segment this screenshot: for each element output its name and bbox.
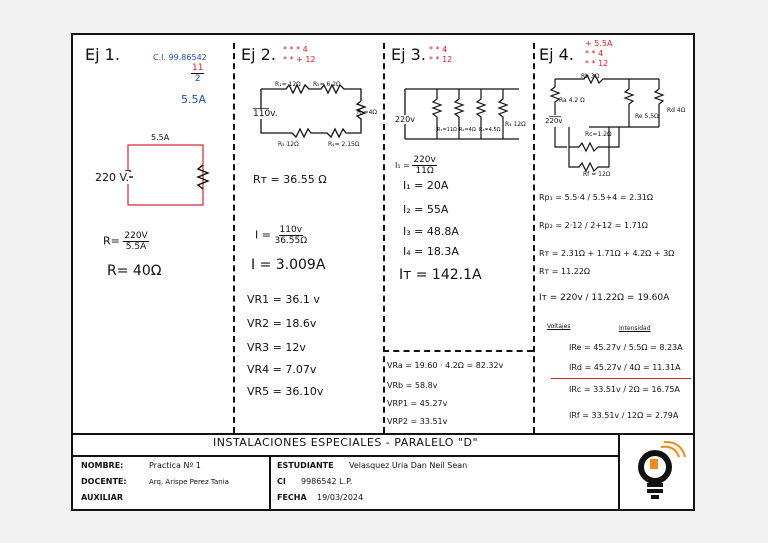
- ex4-rp1: Rp₁ = 5.5·4 / 5.5+4 = 2.31Ω: [539, 193, 653, 202]
- ex1-r-den: 5.5A: [125, 242, 147, 252]
- ex3-i1-label: I₁ =: [395, 161, 410, 170]
- ex4-note-a: + 5.5A: [585, 39, 613, 48]
- ex1-current-label: 5.5A: [151, 133, 170, 142]
- ex4-title: Ej 4.: [539, 45, 574, 64]
- footer-nombre-value: Practica Nº 1: [149, 461, 201, 470]
- divider-2: [383, 43, 385, 433]
- footer-ci-label: CI: [277, 477, 286, 486]
- ex3-r3: R₃=4.5Ω: [479, 127, 501, 133]
- ex3-r1: R₁=11Ω: [437, 127, 457, 133]
- ex4-it: Iᴛ = 220v / 11.22Ω = 19.60A: [539, 293, 670, 303]
- ex2-note-top: * * * 4: [283, 45, 308, 54]
- ex1-ci-frac-num: 11: [192, 63, 204, 73]
- ex3-i1-num: 220v: [413, 155, 436, 165]
- ex1-r-result: R= 40Ω: [107, 263, 162, 279]
- footer-top-rule: [73, 433, 693, 435]
- ex2-source: 110v.: [253, 109, 278, 119]
- ex2-r1: R₁= 12Ω: [275, 81, 301, 88]
- ex3-i1: I₁ = 20A: [403, 179, 449, 192]
- ex4-ire: IRe = 45.27v / 5.5Ω = 8.23A: [569, 343, 683, 352]
- ex4-rt-sum: Rᴛ = 2.31Ω + 1.71Ω + 4.2Ω + 3Ω: [539, 249, 675, 258]
- ex3-it: Iᴛ = 142.1A: [399, 267, 482, 283]
- footer-col-divider: [269, 455, 271, 511]
- ex3-r4: R₄ 12Ω: [505, 121, 526, 128]
- ex4-voltages-label: Voltajes: [547, 323, 571, 330]
- lightbulb-logo-icon: [631, 439, 685, 505]
- ex1-circuit: [118, 143, 218, 213]
- ex4-rc: Rc=1.2Ω: [585, 131, 612, 138]
- ex1-ci: C.I. 99.86542: [153, 53, 207, 62]
- ex3-i1-den: 11Ω: [415, 166, 434, 176]
- ex2-rt: Rᴛ = 36.55 Ω: [253, 173, 327, 186]
- ex4-note-c: * * 12: [585, 59, 609, 68]
- footer-fecha-value: 19/03/2024: [317, 493, 364, 502]
- ex3-vrb: VRb = 58.8v: [387, 381, 438, 390]
- divider-3: [533, 43, 535, 433]
- ex2-vr1: VR1 = 36.1 v: [247, 293, 320, 306]
- footer-docente-label: DOCENTE:: [81, 477, 127, 486]
- ex2-i-num: 110v: [279, 225, 303, 235]
- ex2-vr5: VR5 = 36.10v: [247, 385, 324, 398]
- worksheet: [71, 33, 695, 511]
- ex1-r-label: R=: [103, 234, 120, 248]
- ex4-rt: Rᴛ = 11.22Ω: [539, 267, 591, 276]
- footer-estudiante-label: ESTUDIANTE: [277, 461, 334, 470]
- ex3-i1-formula: [395, 155, 437, 176]
- ex2-i-label: I =: [255, 228, 271, 242]
- ex2-vr3: VR3 = 12v: [247, 341, 306, 354]
- ex4-rb: Rb 3Ω: [581, 73, 600, 80]
- ex2-vr2: VR2 = 18.6v: [247, 317, 317, 330]
- ex3-title: Ej 3.: [391, 45, 426, 64]
- ex4-rp2: Rp₂ = 2·12 / 2+12 = 1.71Ω: [539, 221, 648, 230]
- ex4-rd: Rd 4Ω: [667, 107, 686, 114]
- footer-docente-value: Arq. Arispe Perez Tania: [149, 478, 229, 486]
- divider-1: [233, 43, 235, 433]
- ex3-vrp1: VRP1 = 45.27v: [387, 399, 448, 408]
- ex4-ird: IRd = 45.27v / 4Ω = 11.31A: [569, 363, 681, 372]
- ex4-intensity-label: Intensidad: [619, 325, 651, 332]
- ex3-i3: I₃ = 48.8A: [403, 225, 459, 238]
- ex2-i-result: I = 3.009A: [251, 257, 326, 273]
- ex2-r5: R₅ 12Ω: [278, 141, 299, 148]
- ex4-red-rule: [551, 378, 691, 379]
- ex3-r2: R₂=4Ω: [459, 127, 476, 133]
- ex1-ci-result: 5.5A: [181, 93, 207, 106]
- ex4-ra: Ra 4.2 Ω: [559, 97, 585, 104]
- ex4-irf: IRf = 33.51v / 12Ω = 2.79A: [569, 411, 679, 420]
- footer-mid-rule: [73, 455, 618, 457]
- ex3-vrp2: VRP2 = 33.51v: [387, 417, 448, 426]
- ex3-note-top: * * 4: [429, 45, 448, 54]
- ex4-note-b: * * 4: [585, 49, 604, 58]
- ex3-i4: I₄ = 18.3A: [403, 245, 459, 258]
- ex4-re: Re 5.5Ω: [635, 113, 659, 120]
- ex4-source: 220v: [545, 117, 563, 125]
- ex3-note-bottom: * * 12: [429, 55, 453, 64]
- ex1-voltage: 220 V.: [95, 171, 130, 184]
- ex1-title: Ej 1.: [85, 45, 120, 64]
- footer-estudiante-value: Velasquez Uria Dan Neil Sean: [349, 461, 468, 470]
- ex4-circuit: [549, 77, 689, 177]
- ex4-irc: IRc = 33.51v / 2Ω = 16.75A: [569, 385, 680, 394]
- ex3-i2: I₂ = 55A: [403, 203, 449, 216]
- ex2-i-den: 36.55Ω: [274, 236, 308, 246]
- divider-ex3-bottom: [383, 350, 533, 352]
- footer-fecha-label: FECHA: [277, 493, 307, 502]
- ex3-circuit: [399, 87, 529, 147]
- ex2-i-formula: [255, 225, 307, 246]
- footer-logo-divider: [618, 433, 620, 511]
- ex3-vra: VRa = 19.60 · 4.2Ω = 82.32v: [387, 361, 504, 370]
- footer-title: INSTALACIONES ESPECIALES - PARALELO "D": [212, 436, 479, 449]
- ex2-r3: R₃=4Ω: [357, 109, 378, 116]
- footer-nombre-label: NOMBRE:: [81, 461, 124, 470]
- ex2-note-bottom: * * + 12: [283, 55, 316, 64]
- footer-auxiliar-label: AUXILIAR: [81, 493, 124, 502]
- ex1-r-num: 220V: [124, 231, 148, 241]
- ex4-rf: Rf = 12Ω: [583, 171, 611, 178]
- ex1-r-formula: [103, 231, 149, 252]
- ex2-r4: R₄= 2.15Ω: [328, 141, 360, 148]
- ex3-source: 220v: [395, 115, 416, 124]
- ex2-vr4: VR4 = 7.07v: [247, 363, 317, 376]
- ex2-title: Ej 2.: [241, 45, 276, 64]
- footer-ci-value: 9986542 L.P.: [301, 477, 353, 486]
- ex1-ci-frac-den: 2: [194, 74, 201, 84]
- ex2-r2: R₂= 6.2Ω: [313, 81, 341, 88]
- ex1-ci-frac: [191, 63, 204, 84]
